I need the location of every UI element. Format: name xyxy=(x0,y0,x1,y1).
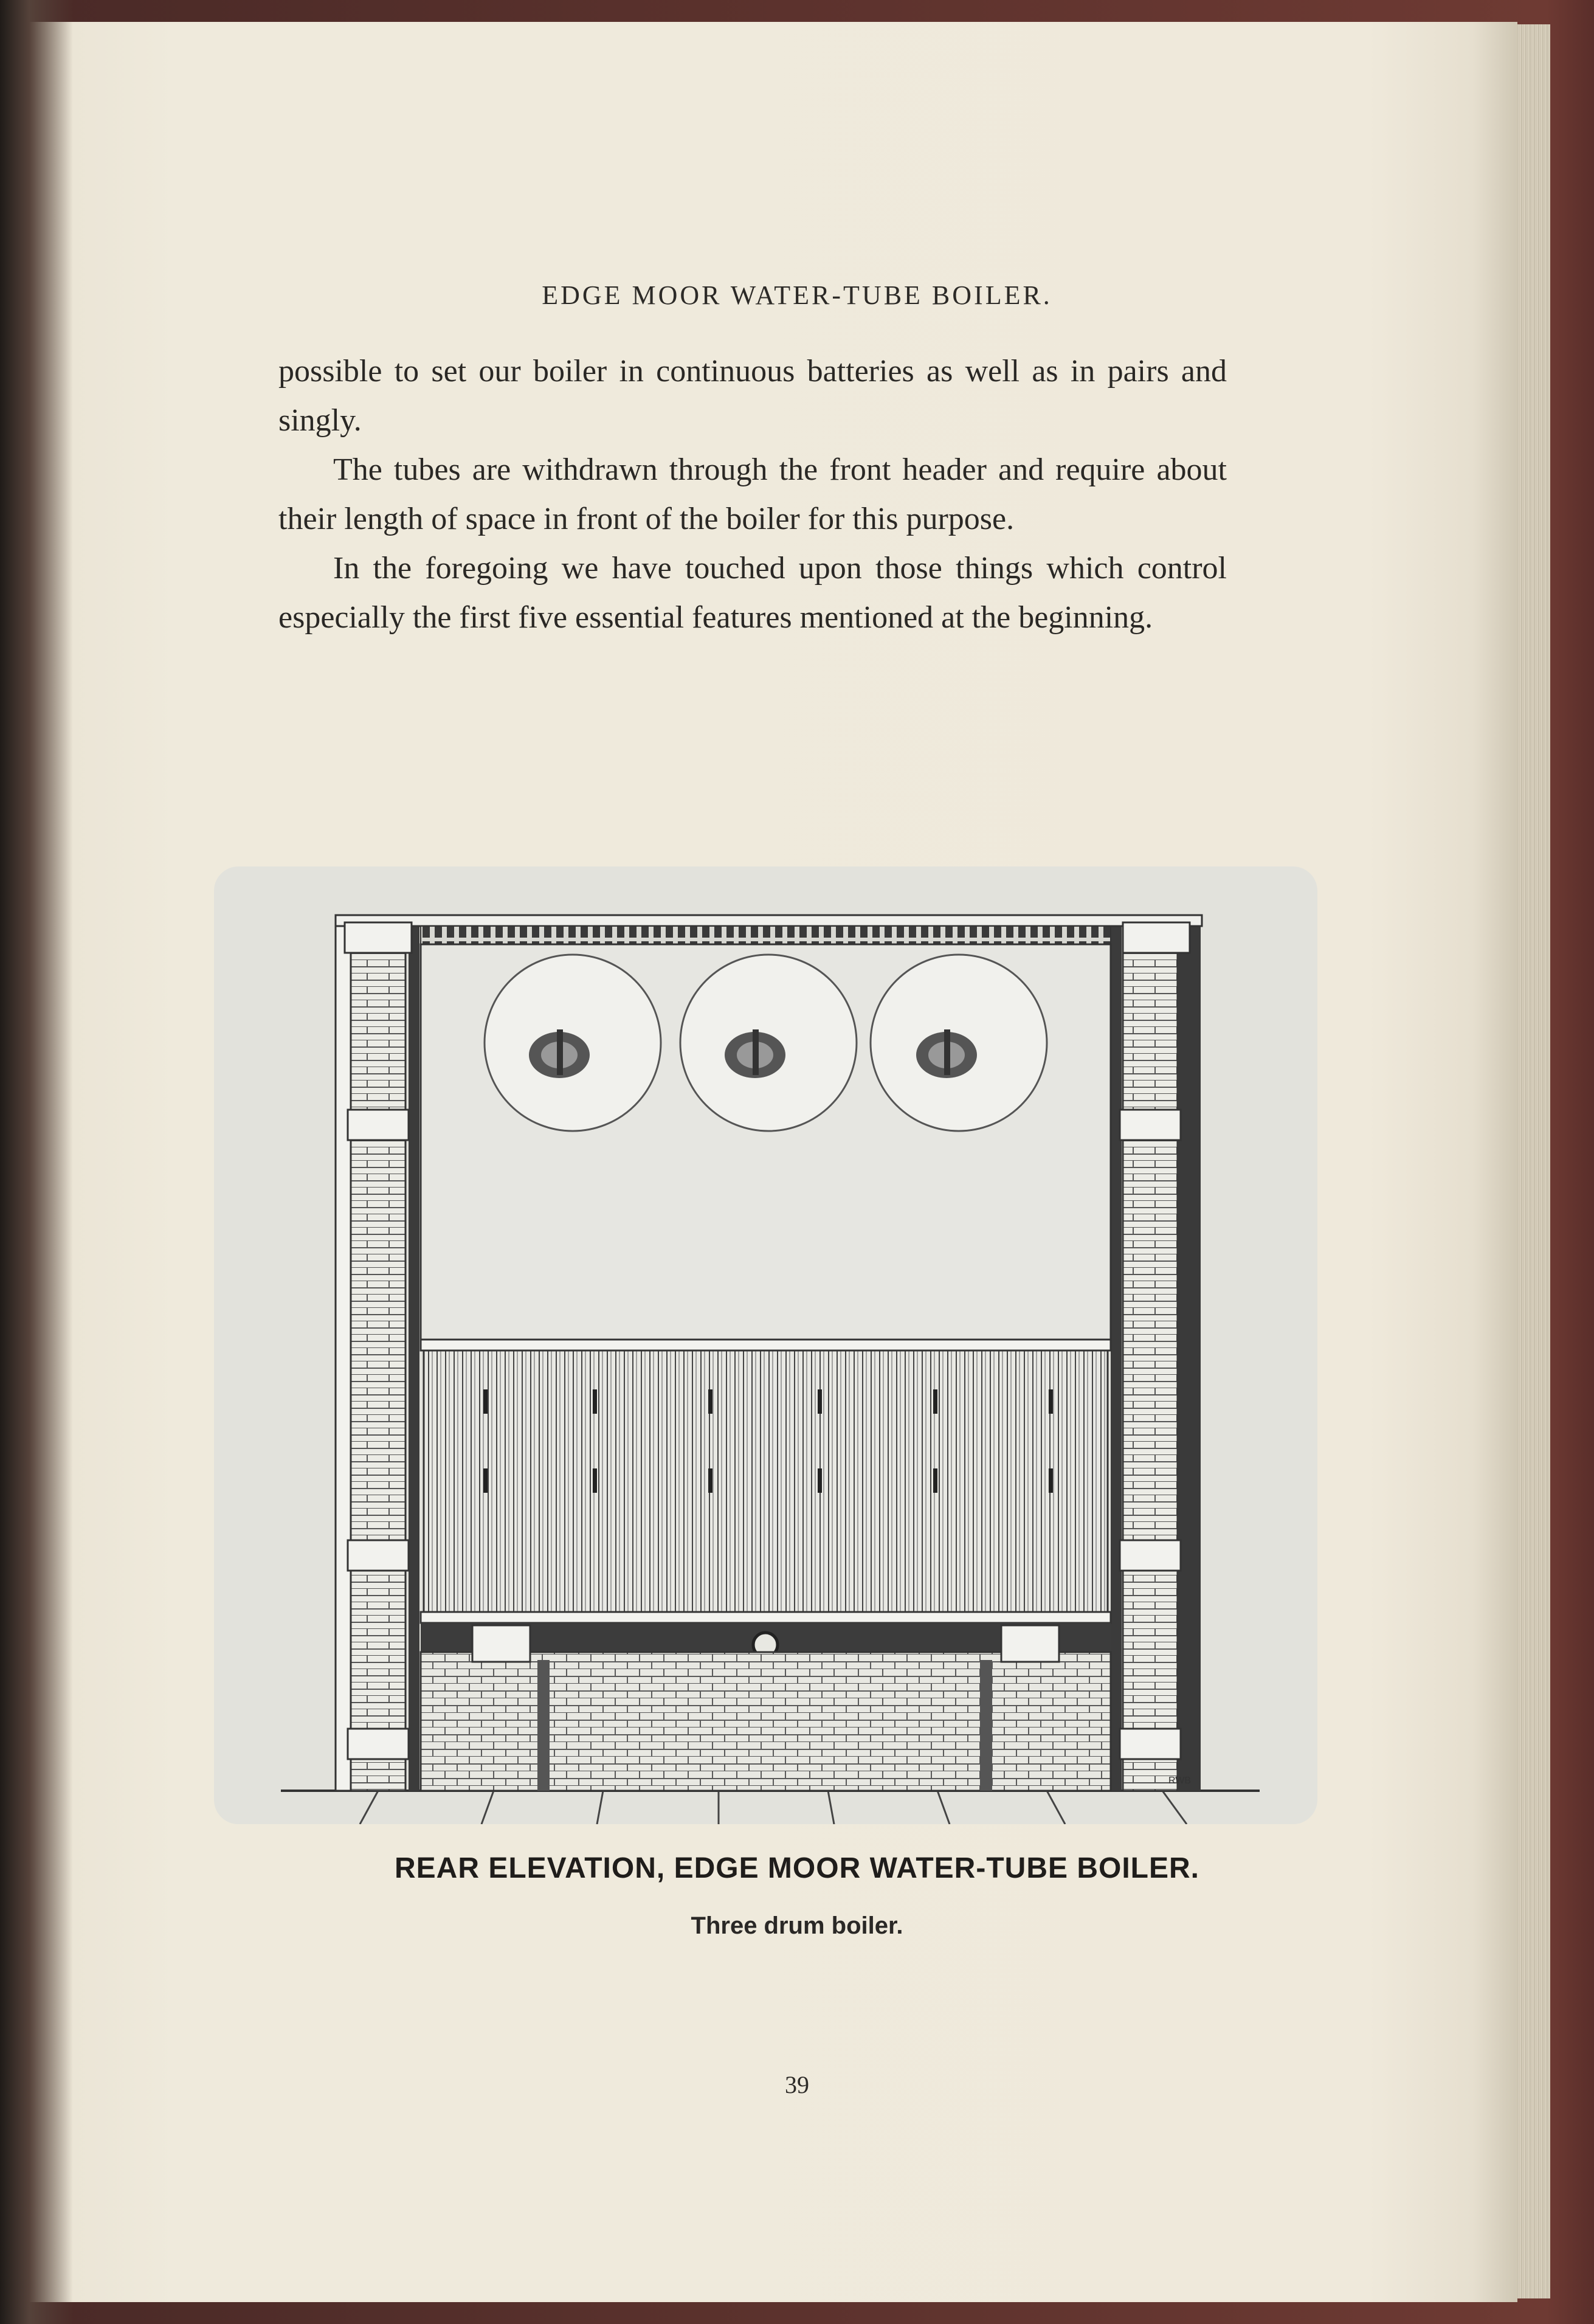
figure-subcaption: Three drum boiler. xyxy=(691,1912,903,1939)
right-brick-pier xyxy=(1123,933,1178,1791)
base-brickwork xyxy=(421,1652,1111,1791)
left-outer-column xyxy=(336,918,351,1791)
boiler-drawing xyxy=(214,866,1317,1824)
page-number: 39 xyxy=(785,2071,809,2098)
left-inner-column xyxy=(409,924,419,1791)
top-beam xyxy=(336,915,1202,926)
paragraph-2: The tubes are withdrawn through the front header and require about their length of space in front of the boiler for this purpose. xyxy=(278,452,1227,536)
boiler-illustration xyxy=(214,866,1317,1824)
top-grille xyxy=(421,926,1111,944)
paragraph-3: In the foregoing we have touched upon those things which control especially the first five essential features mentioned at the beginning. xyxy=(278,551,1227,635)
base-right-shadow xyxy=(980,1660,992,1791)
book-gutter xyxy=(0,0,73,2324)
figure-caption: REAR ELEVATION, EDGE MOOR WATER-TUBE BOILER. xyxy=(394,1852,1199,1884)
mid-beam xyxy=(421,1340,1111,1350)
drums xyxy=(485,955,1047,1131)
floor-lines xyxy=(360,1791,1187,1824)
right-outer-column xyxy=(1178,918,1201,1791)
paragraph-1: possible to set our boiler in continuous batteries as well as in pairs and singly. xyxy=(278,354,1227,438)
engraver-initials: RWB xyxy=(1168,1776,1192,1786)
base-left-shadow xyxy=(537,1660,550,1791)
right-inner-column xyxy=(1111,924,1122,1791)
body-text xyxy=(278,347,1227,642)
running-head: EDGE MOOR WATER-TUBE BOILER. xyxy=(542,280,1052,310)
tube-bank xyxy=(424,1350,1108,1612)
left-brick-pier xyxy=(351,933,405,1791)
lower-beam xyxy=(421,1612,1111,1623)
